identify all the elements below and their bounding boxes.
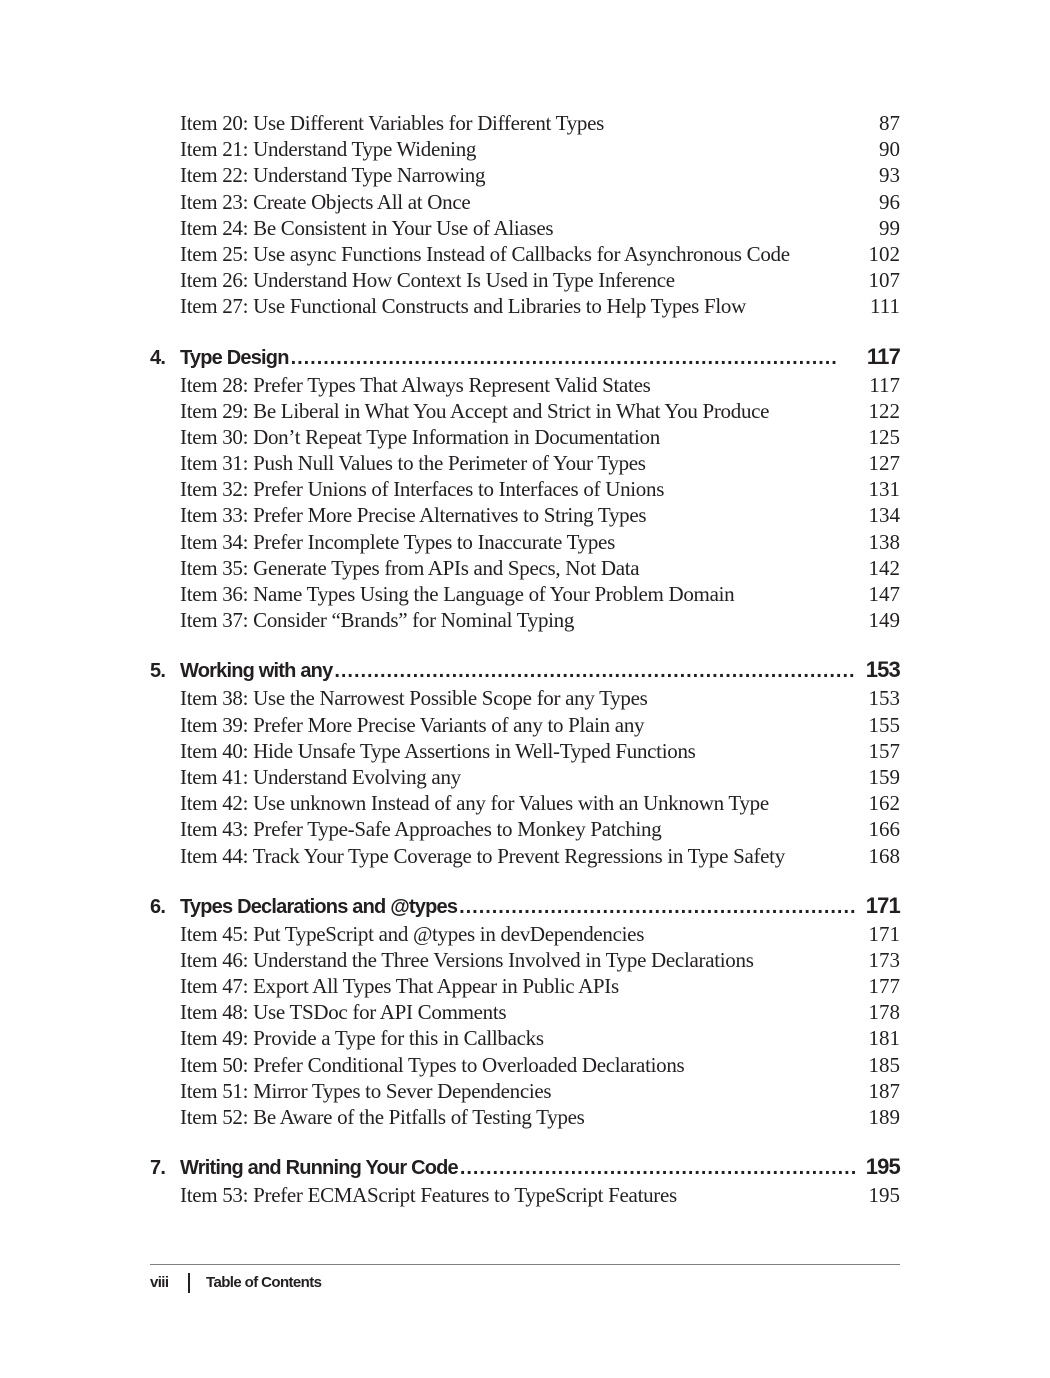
toc-item[interactable]: [150, 973, 900, 999]
toc-item-page: 125: [868, 424, 900, 449]
toc-item[interactable]: [150, 816, 900, 842]
chapter-page: 195: [865, 1154, 900, 1180]
toc-item-title: Item 20: Use Different Variables for Different Types: [180, 111, 604, 135]
toc-item-page: 107: [868, 268, 900, 293]
toc-item-page: 87: [879, 111, 900, 135]
toc-item-title: Item 23: Create Objects All at Once: [180, 189, 471, 214]
chapter-heading[interactable]: [150, 342, 900, 372]
toc-item[interactable]: [150, 790, 900, 816]
toc-item[interactable]: [150, 1182, 900, 1208]
toc-item-title: Item 40: Hide Unsafe Type Assertions in Well-Typed Functions: [180, 738, 696, 763]
toc-item[interactable]: [150, 241, 900, 267]
toc-item-title: Item 42: Use unknown Instead of any for Values with an Unknown Type: [180, 791, 769, 816]
leading-items: [150, 110, 900, 320]
toc-item[interactable]: [150, 136, 900, 162]
toc-item-title: Item 43: Prefer Type-Safe Approaches to Monkey Patching: [180, 817, 662, 842]
toc-item[interactable]: [150, 398, 900, 424]
toc-item[interactable]: [150, 215, 900, 241]
toc-item-page: 90: [879, 137, 900, 162]
toc-item-page: 159: [868, 764, 900, 789]
toc-item[interactable]: [150, 450, 900, 476]
toc-item-title: Item 32: Prefer Unions of Interfaces to Interfaces of Unions: [180, 477, 665, 502]
toc-item-page: 166: [868, 817, 900, 842]
chapter-heading[interactable]: [150, 891, 900, 921]
toc-item-title: Item 31: Push Null Values to the Perimeter of Your Types: [180, 451, 646, 476]
toc-item-page: 93: [879, 163, 900, 188]
toc-item-page: 155: [868, 712, 900, 737]
chapter-title: Type Design: [180, 346, 289, 369]
toc-item-title: Item 35: Generate Types from APIs and Specs, Not Data: [180, 555, 640, 580]
toc-item-title: Item 33: Prefer More Precise Alternatives to String Types: [180, 503, 647, 528]
toc-item-title: Item 34: Prefer Incomplete Types to Inaccurate Types: [180, 529, 615, 554]
chapter-number: 4.: [150, 346, 166, 369]
toc-item[interactable]: [150, 947, 900, 973]
footer-separator: [188, 1273, 190, 1293]
toc-item[interactable]: [150, 502, 900, 528]
toc-item-title: Item 45: Put TypeScript and @types in devDependencies: [180, 921, 645, 946]
toc-item[interactable]: [150, 110, 900, 136]
toc-item-page: 99: [879, 215, 900, 240]
toc-item[interactable]: [150, 999, 900, 1025]
footer-section-title: Table of Contents: [206, 1274, 322, 1291]
toc-item-title: Item 21: Understand Type Widening: [180, 137, 477, 162]
toc-item[interactable]: [150, 921, 900, 947]
toc-item-page: 153: [868, 686, 900, 711]
chapter-page: 117: [866, 343, 900, 369]
toc-item-title: Item 27: Use Functional Constructs and Libraries to Help Types Flow: [180, 294, 746, 319]
toc-item-page: 189: [868, 1105, 900, 1129]
toc-item[interactable]: [150, 162, 900, 188]
chapter-number: 5.: [150, 660, 166, 683]
toc-item-page: 134: [868, 503, 900, 528]
toc-item-title: Item 47: Export All Types That Appear in Public APIs: [180, 974, 619, 999]
toc-item-page: 111: [870, 294, 900, 319]
toc-item-title: Item 25: Use async Functions Instead of Callbacks for Asynchronous Code: [180, 241, 790, 266]
toc-item-title: Item 41: Understand Evolving any: [180, 764, 461, 789]
toc-item[interactable]: [150, 293, 900, 319]
chapter-title: Types Declarations and @types: [180, 895, 458, 918]
toc-item-page: 181: [868, 1026, 900, 1051]
chapter-page: 153: [865, 657, 900, 683]
toc-item-page: 147: [868, 582, 900, 606]
chapter-page: 171: [865, 892, 900, 918]
toc-item-page: 162: [868, 791, 900, 816]
toc-item-page: 131: [868, 477, 900, 502]
toc-item-page: 187: [868, 1078, 900, 1103]
toc-item[interactable]: [150, 267, 900, 293]
toc-item[interactable]: [150, 555, 900, 581]
chapter-title: Writing and Running Your Code: [180, 1157, 458, 1180]
toc-item-page: 122: [868, 398, 900, 423]
toc-item-title: Item 29: Be Liberal in What You Accept and Strict in What You Produce: [180, 398, 770, 423]
toc-item-title: Item 22: Understand Type Narrowing: [180, 163, 486, 188]
chapter-number: 7.: [150, 1157, 166, 1180]
toc-item[interactable]: [150, 529, 900, 555]
toc-item[interactable]: [150, 424, 900, 450]
toc-item[interactable]: [150, 1025, 900, 1051]
toc-item-title: Item 49: Provide a Type for this in Callbacks: [180, 1026, 544, 1051]
toc-item-title: Item 26: Understand How Context Is Used in Type Inference: [180, 268, 675, 293]
dot-leader: [460, 1153, 856, 1183]
toc-item-title: Item 51: Mirror Types to Sever Dependencies: [180, 1078, 552, 1103]
page-footer: [150, 1272, 321, 1294]
toc-item-page: 168: [868, 843, 900, 868]
toc-item-page: 96: [879, 189, 900, 214]
toc-item-title: Item 38: Use the Narrowest Possible Scope for any Types: [180, 686, 648, 711]
toc-item[interactable]: [150, 764, 900, 790]
toc-item[interactable]: [150, 1078, 900, 1104]
toc-item[interactable]: [150, 738, 900, 764]
toc-item-page: 149: [868, 608, 900, 633]
toc-item-page: 117: [869, 372, 900, 397]
toc-item[interactable]: [150, 1052, 900, 1078]
table-of-contents: [150, 110, 900, 1208]
toc-item-title: Item 44: Track Your Type Coverage to Prevent Regressions in Type Safety: [180, 843, 785, 868]
toc-item-title: Item 52: Be Aware of the Pitfalls of Testing Types: [180, 1105, 585, 1129]
toc-item-title: Item 50: Prefer Conditional Types to Overloaded Declarations: [180, 1052, 685, 1077]
toc-item-title: Item 48: Use TSDoc for API Comments: [180, 1000, 507, 1025]
toc-item[interactable]: [150, 1104, 900, 1130]
chapters: [150, 342, 900, 1209]
toc-item-title: Item 30: Don’t Repeat Type Information in Documentation: [180, 424, 660, 449]
toc-item-page: 138: [868, 529, 900, 554]
toc-item-page: 195: [868, 1183, 900, 1208]
toc-item[interactable]: [150, 685, 900, 711]
footer-rule: [150, 1264, 900, 1265]
toc-item[interactable]: [150, 581, 900, 607]
toc-item[interactable]: [150, 189, 900, 215]
toc-item-page: 127: [868, 451, 900, 476]
toc-item-title: Item 37: Consider “Brands” for Nominal Typing: [180, 608, 575, 633]
chapter-heading[interactable]: [150, 655, 900, 685]
toc-item-title: Item 46: Understand the Three Versions Involved in Type Declarations: [180, 947, 754, 972]
toc-item-page: 171: [868, 921, 900, 946]
chapter-number: 6.: [150, 895, 166, 918]
dot-leader: [459, 892, 856, 922]
toc-item-title: Item 36: Name Types Using the Language of Your Problem Domain: [180, 582, 735, 606]
toc-item[interactable]: [150, 476, 900, 502]
toc-item-title: Item 39: Prefer More Precise Variants of any to Plain any: [180, 712, 645, 737]
chapter-heading[interactable]: [150, 1152, 900, 1182]
toc-item-page: 177: [868, 974, 900, 999]
toc-item-page: 157: [868, 738, 900, 763]
toc-item-page: 142: [868, 555, 900, 580]
toc-item-page: 173: [868, 947, 900, 972]
toc-item[interactable]: [150, 372, 900, 398]
toc-item-title: Item 53: Prefer ECMAScript Features to TypeScript Features: [180, 1183, 677, 1208]
toc-item-page: 185: [868, 1052, 900, 1077]
dot-leader: [334, 656, 855, 686]
chapter-title: Working with any: [180, 660, 333, 683]
toc-item-title: Item 28: Prefer Types That Always Represent Valid States: [180, 372, 651, 397]
toc-item[interactable]: [150, 712, 900, 738]
dot-leader: [291, 343, 857, 373]
toc-item[interactable]: [150, 607, 900, 633]
footer-page-number: viii: [150, 1274, 169, 1291]
toc-item-page: 102: [868, 241, 900, 266]
toc-item-page: 178: [868, 1000, 900, 1025]
toc-item-title: Item 24: Be Consistent in Your Use of Aliases: [180, 215, 554, 240]
toc-item[interactable]: [150, 843, 900, 869]
